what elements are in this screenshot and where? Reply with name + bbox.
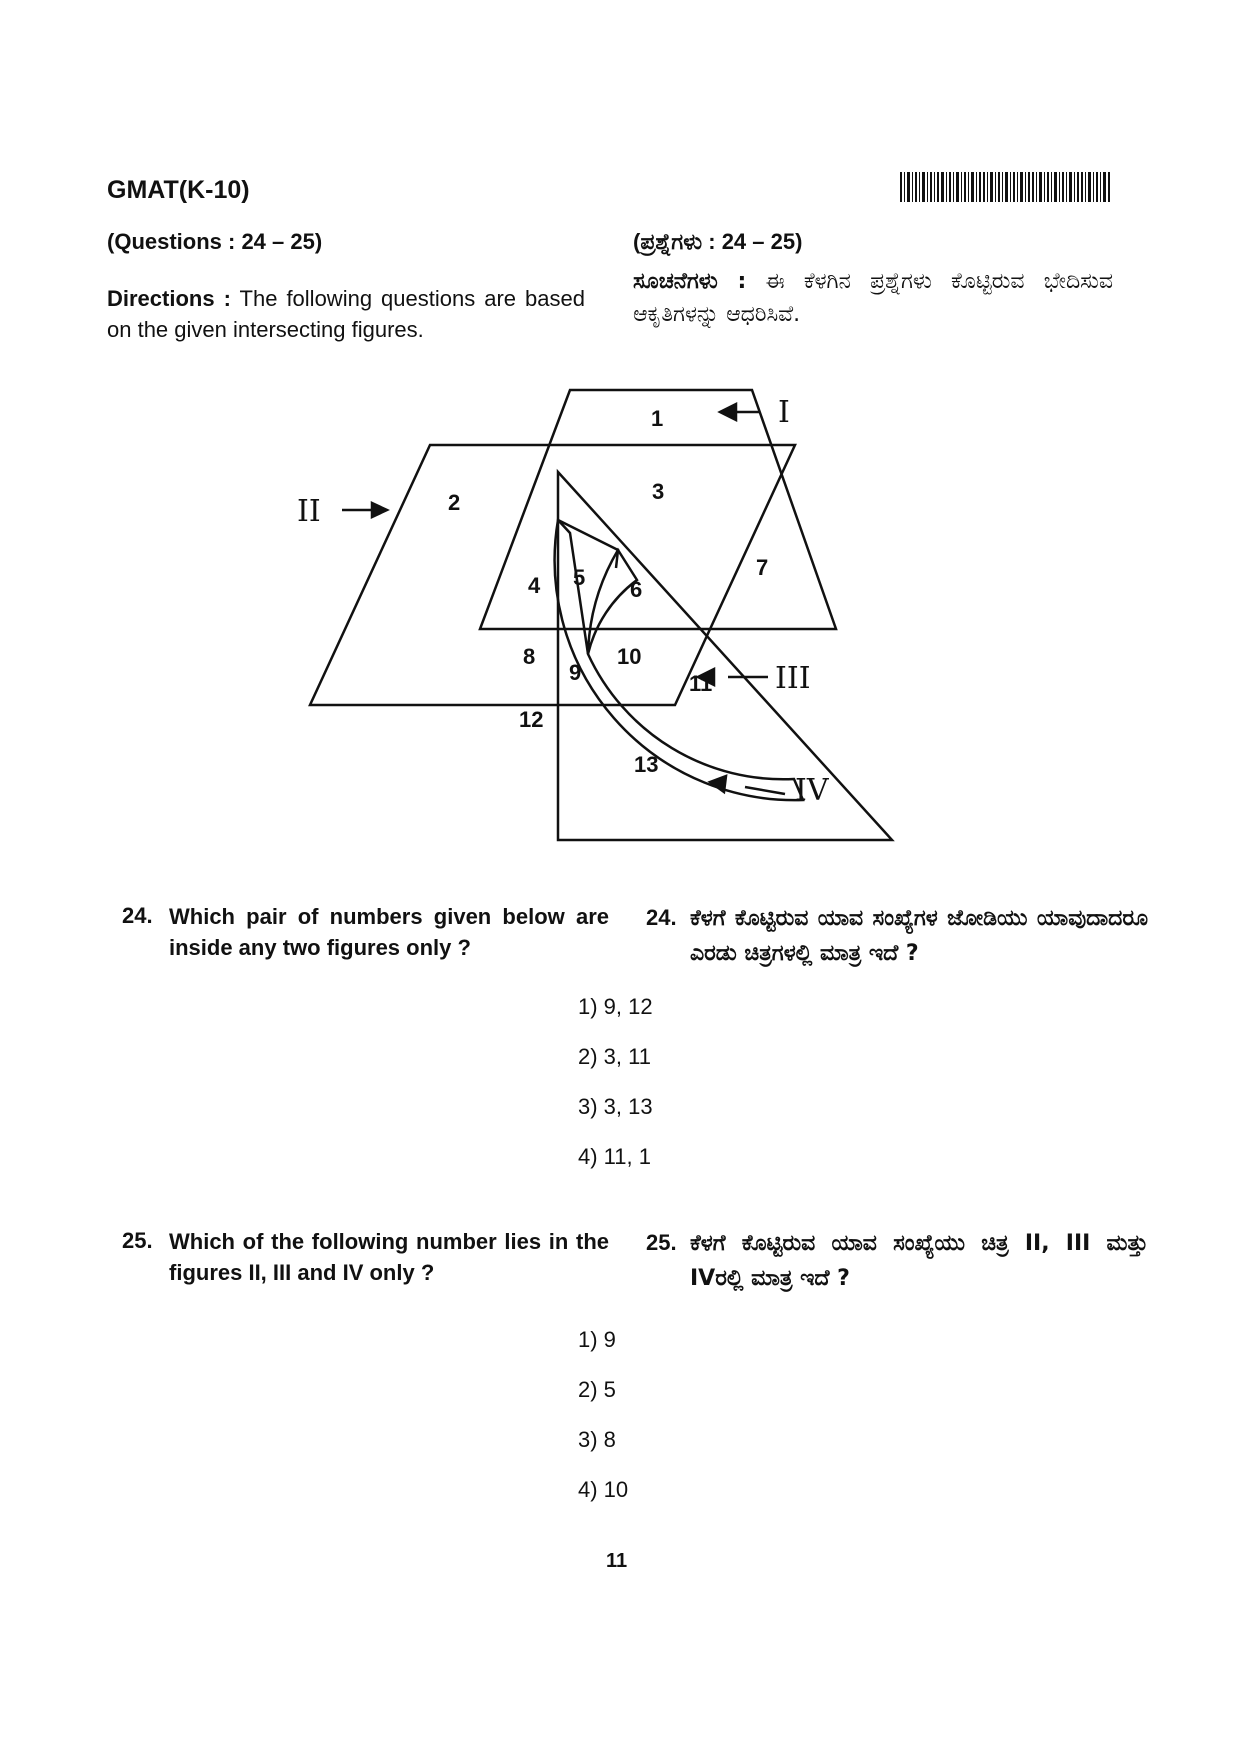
question-25-option-1[interactable]: 1) 9: [578, 1327, 616, 1352]
region-10: 10: [617, 644, 642, 669]
directions-en: [107, 283, 585, 345]
figure-label-i: I: [778, 395, 790, 430]
region-7: 7: [756, 555, 769, 580]
directions-text-en: The following questions are based on the given intersecting figures.: [107, 286, 585, 342]
directions-text-kn: ಈ ಕೆಳಗಿನ ಪ್ರಶ್ನೆಗಳು ಕೊಟ್ಟಿರುವ ಭೇದಿಸುವ ಆಕೃತಿಗಳನ್ನು ಆಧರಿಸಿವೆ.: [633, 269, 1113, 327]
question-24-number-kn: 24.: [646, 905, 677, 930]
region-12: 12: [519, 707, 544, 732]
figure-label-ii: II: [297, 494, 321, 529]
region-1: 1: [651, 406, 664, 431]
question-24-number: 24.: [122, 903, 153, 928]
region-8: 8: [523, 644, 536, 669]
question-24-option-2[interactable]: 2) 3, 11: [578, 1044, 651, 1069]
region-6: 6: [630, 577, 643, 602]
directions-kn: [633, 265, 1113, 331]
region-4: 4: [528, 573, 541, 598]
exam-code: GMAT(K-10): [107, 176, 250, 204]
question-24-text-kn: ಕೆಳಗೆ ಕೊಟ್ಟಿರುವ ಯಾವ ಸಂಖ್ಯೆಗಳ ಜೋಡಿಯು ಯಾವುದಾದರೂ ಎರಡು ಚಿತ್ರಗಳಲ್ಲಿ ಮಾತ್ರ ಇದೆ ?: [690, 906, 1148, 966]
question-25-number: 25.: [122, 1228, 153, 1253]
figure-label-iv: IV: [795, 773, 829, 808]
region-3: 3: [652, 479, 665, 504]
question-25-option-4[interactable]: 4) 10: [578, 1477, 629, 1502]
figure-label-iii: III: [775, 661, 811, 696]
question-25-option-3[interactable]: 3) 8: [578, 1427, 616, 1452]
question-24-option-4[interactable]: 4) 11, 1: [578, 1144, 651, 1169]
question-24-text-en: Which pair of numbers given below are inside any two figures only ?: [169, 904, 609, 960]
intersecting-figures-diagram: [290, 380, 970, 860]
question-25-text-en: Which of the following number lies in the figures II, III and IV only ?: [169, 1229, 609, 1285]
question-24-option-1[interactable]: 1) 9, 12: [578, 994, 653, 1019]
question-25-text-kn: ಕೆಳಗೆ ಕೊಟ್ಟಿರುವ ಯಾವ ಸಂಖ್ಯೆಯು ಚಿತ್ರ II, III ಮತ್ತು IVರಲ್ಲಿ ಮಾತ್ರ ಇದೆ ?: [690, 1231, 1148, 1291]
region-13: 13: [634, 752, 659, 777]
directions-label-kn: ಸೂಚನೆಗಳು :: [633, 269, 747, 294]
question-range-kn: (ಪ್ರಶ್ನೆಗಳು : 24 – 25): [633, 229, 803, 254]
question-25-option-2[interactable]: 2) 5: [578, 1377, 616, 1402]
page-number: 11: [606, 1550, 628, 1572]
figure-ii-parallelogram: [310, 445, 795, 705]
question-25-number-kn: 25.: [646, 1230, 677, 1255]
region-11: 11: [689, 671, 713, 696]
region-5: 5: [573, 565, 586, 590]
question-range-en: (Questions : 24 – 25): [107, 229, 323, 254]
directions-label-en: Directions :: [107, 286, 231, 311]
question-24-option-3[interactable]: 3) 3, 13: [578, 1094, 653, 1119]
region-9: 9: [569, 660, 582, 685]
region-2: 2: [448, 490, 461, 515]
barcode-icon: [900, 172, 1110, 202]
